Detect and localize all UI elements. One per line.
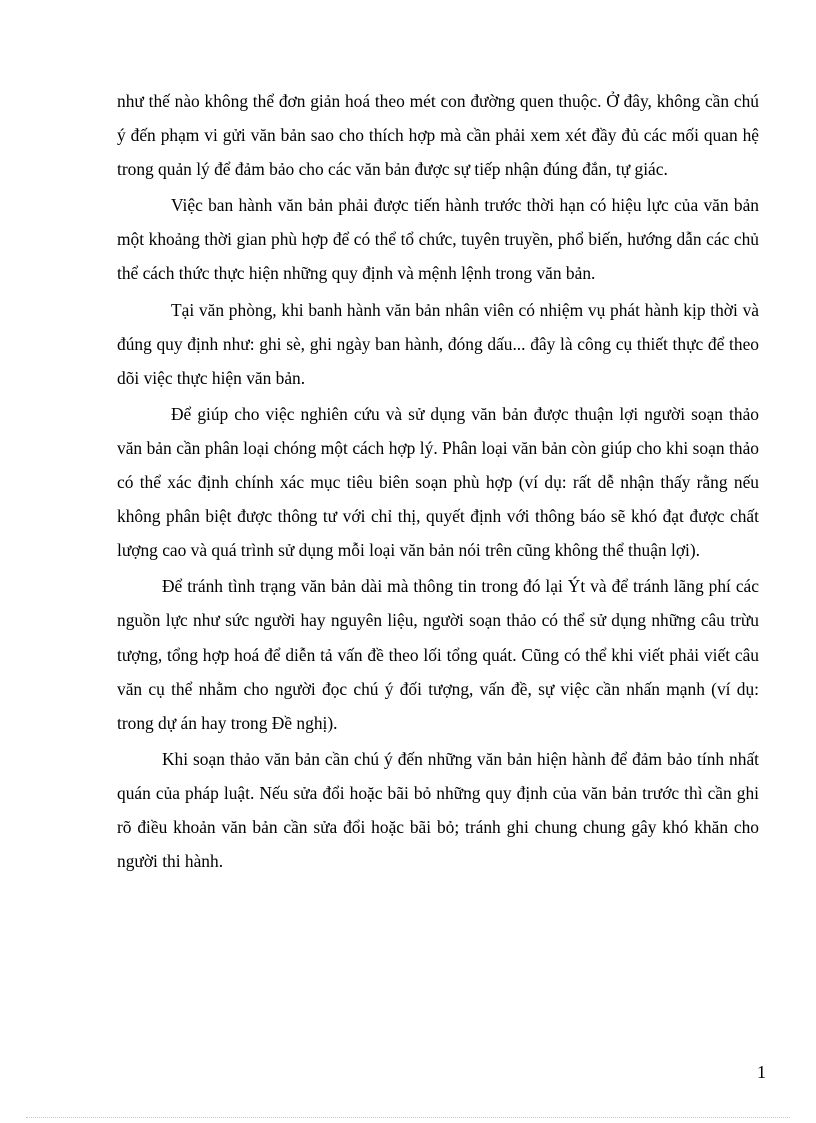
paragraph-classification: Để giúp cho việc nghiên cứu và sử dụng văn bản được thuận lợi người soạn thảo văn bản cần phân loại chóng một cách hợp lý. Phân loại văn bản còn giúp cho khi soạn thảo có thể xác định chính xác mục tiêu biên soạn phù hợp (ví dụ: rất dễ nhận thấy rằng nếu không phân biệt được thông tư với chỉ thị, quyết định với thông báo sẽ khó đạt được chất lượng cao và quá trình sử dụng mỗi loại văn bản nói trên cũng không thể thuận lợi). (117, 403, 759, 561)
page-bottom-divider (26, 1117, 790, 1118)
paragraph-issuance-timing: Việc ban hành văn bản phải được tiến hành trước thời hạn có hiệu lực của văn bản một khoảng thời gian phù hợp để có thể tổ chức, tuyên truyền, phổ biến, hướng dẫn các chủ thể cách thức thực hiện những quy định và mệnh lệnh trong văn bản. (117, 195, 759, 284)
paragraph-avoid-lengthy: Để tránh tình trạng văn bản dài mà thông tin trong đó lại Ýt và để tránh lãng phí các nguồn lực như sức người hay nguyên liệu, người soạn thảo có thể sử dụng những câu trừu tượng, tổng hợp hoá để diễn tả vấn đề theo lối tổng quát. Cũng có thể khi viết phải viết câu văn cụ thể nhằm cho người đọc chú ý đối tượng, vấn đề, sự việc cần nhấn mạnh (ví dụ: trong dự án hay trong Đề nghị). (117, 576, 759, 733)
document-body (117, 84, 759, 880)
paragraph-consistency: Khi soạn thảo văn bản cần chú ý đến những văn bản hiện hành để đảm bảo tính nhất quán của pháp luật. Nếu sửa đổi hoặc bãi bỏ những quy định của văn bản trước thì cần ghi rõ điều khoản văn bản cần sửa đổi hoặc bãi bỏ; tránh ghi chung chung gây khó khăn cho người thi hành. (117, 748, 759, 872)
paragraph-continuation: như thế nào không thể đơn giản hoá theo mét con đường quen thuộc. Ở đây, không cần chú ý đến phạm vi gửi văn bản sao cho thích hợp mà cần phải xem xét đầy đủ các mối quan hệ trong quản lý để đảm bảo cho các văn bản được sự tiếp nhận đúng đắn, tự giác. (117, 91, 759, 180)
page-number: 1 (757, 1062, 766, 1082)
paragraph-office-issuance: Tại văn phòng, khi banh hành văn bản nhân viên có nhiệm vụ phát hành kịp thời và đúng quy định như: ghi sè, ghi ngày ban hành, đóng dấu... đây là công cụ thiết thực để theo dõi việc thực hiện văn bản. (117, 299, 759, 388)
